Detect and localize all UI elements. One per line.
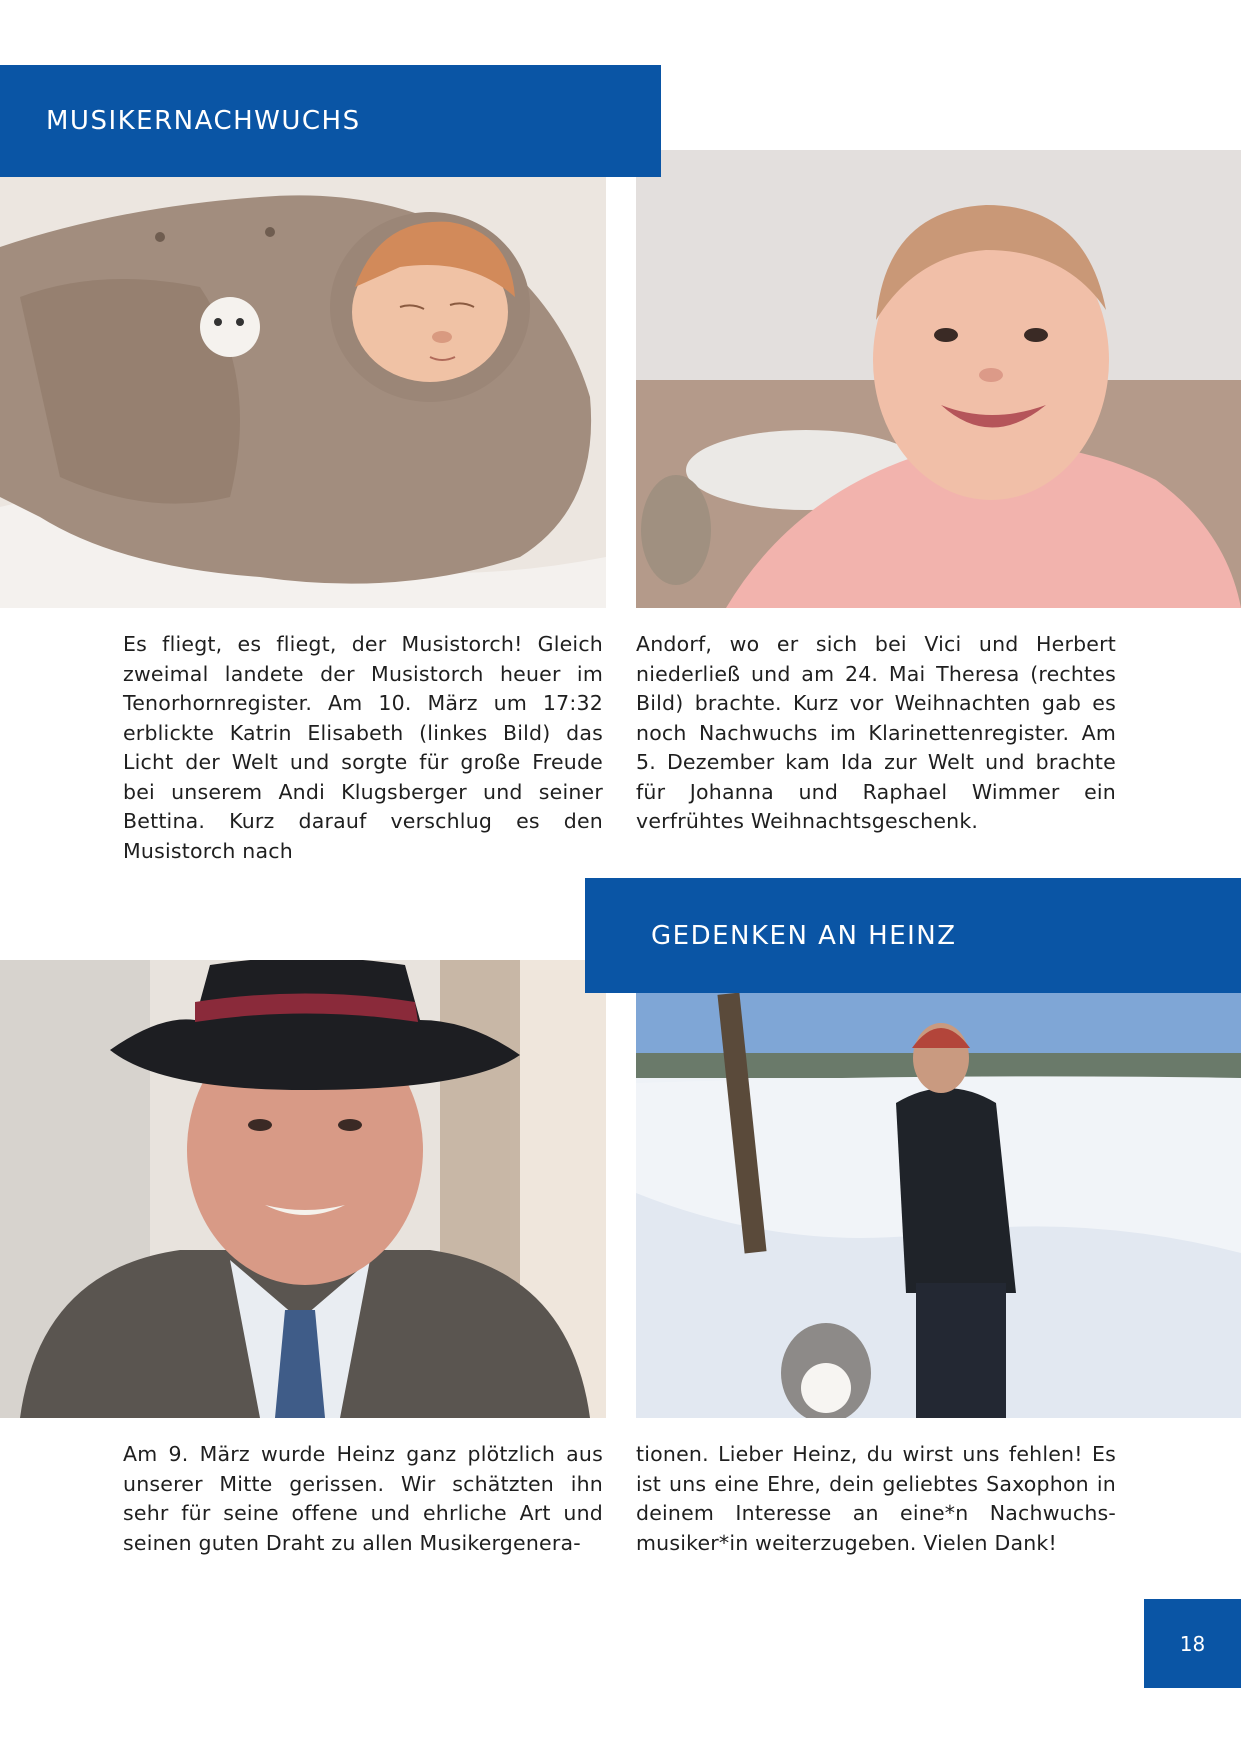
heinz-portrait-photo (0, 960, 606, 1418)
body-text-column: Am 9. März wurde Heinz ganz plötzlich aus unserer Mitte gerissen. Wir schätzten ihn sehr für seine offene und ehrliche Art und seinen guten Draht zu allen Musikergenera- (123, 1442, 603, 1555)
heinz-snow-dog-photo (636, 993, 1241, 1418)
section-heading-text: MUSIKERNACHWUCHS (46, 106, 361, 136)
body-text-column: tionen. Lieber Heinz, du wirst uns fehlen! Es ist uns eine Ehre, dein geliebtes Saxophon in deinem Interesse an eine*n Nachwuchs-musiker*in weiterzugeben. Vielen Dank! (636, 1442, 1116, 1555)
section-heading-text: GEDENKEN AN HEINZ (651, 920, 957, 951)
smiling-baby-photo (636, 150, 1241, 608)
body-text-column: Es fliegt, es fliegt, der Musistorch! Gleich zweimal landete der Musistorch heuer im Tenorhornregister. Am 10. März um 17:32 erblickte Katrin Elisabeth (linkes Bild) das Licht der Welt und sorgte für große Freude bei unserem Andi Klugsberger und seiner Bettina. Kurz darauf verschlug es den Musistorch nach (123, 632, 603, 863)
body-text-column: Andorf, wo er sich bei Vici und Herbert niederließ und am 24. Mai Theresa (rechtes Bild) brachte. Kurz vor Weihnachten gab es noch Nachwuchs im Klarinettenregister. Am 5. Dezember kam Ida zur Welt und brachte für Johanna und Raphael Wimmer ein verfrühtes Weihnachtsgeschenk. (636, 632, 1116, 833)
section-heading-gedenken (585, 878, 1241, 993)
page-number: 18 (1144, 1599, 1241, 1688)
newborn-photo (0, 177, 606, 608)
section-heading-musikernachwuchs (0, 65, 661, 177)
